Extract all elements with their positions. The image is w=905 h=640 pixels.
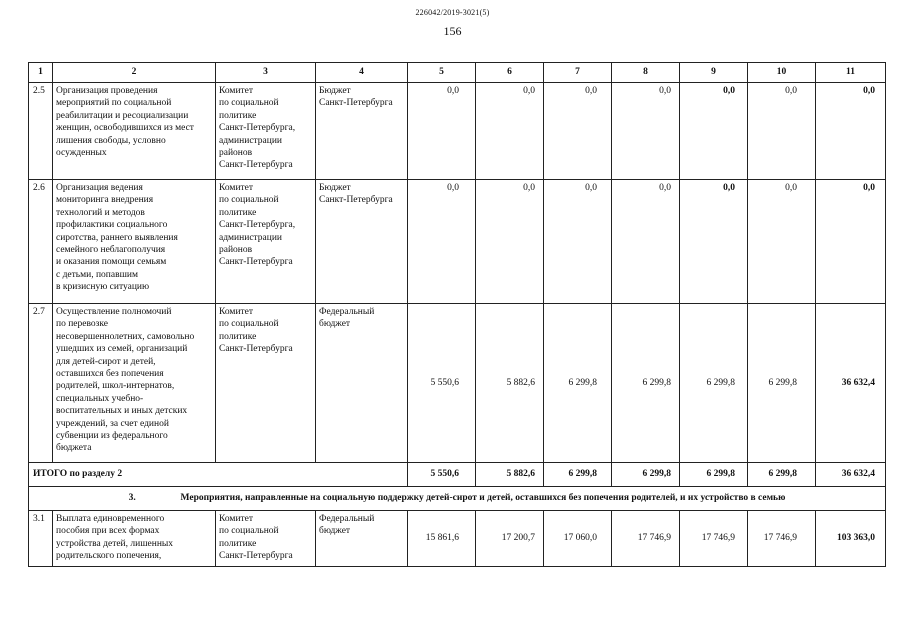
value-cell: 6 299,8 [544, 304, 612, 463]
text-line: для детей-сирот и детей, [56, 356, 156, 367]
text-line: Осуществление полномочий [56, 307, 172, 317]
header-cell: 1 [29, 63, 53, 83]
value-cell: 17 060,0 [544, 511, 612, 567]
text-line: устройства детей, лишенных [56, 538, 174, 549]
value-cell: 5 882,6 [476, 463, 544, 487]
text-line: администрации [219, 135, 283, 146]
value-cell: 17 746,9 [680, 511, 748, 567]
header-cell: 5 [408, 63, 476, 83]
total-value-cell: 36 632,4 [816, 304, 886, 463]
total-value-cell: 0,0 [816, 83, 886, 180]
text-line: реабилитации и ресоциализации [56, 110, 189, 121]
text-line: родительского попечения, [56, 551, 162, 562]
text-line: Санкт-Петербурга [219, 160, 293, 171]
value-cell: 17 200,7 [476, 511, 544, 567]
text-line: Федеральный [319, 307, 375, 317]
text-line: родителей, школ-интернатов, [56, 381, 175, 392]
value-cell: 0,0 [680, 83, 748, 180]
value-cell: 6 299,8 [612, 304, 680, 463]
value-cell: 0,0 [612, 180, 680, 304]
value-cell: 6 299,8 [544, 463, 612, 487]
text-line: по социальной [219, 195, 279, 206]
header-cell: 6 [476, 63, 544, 83]
document-id: 226042/2019-3021(5) [415, 8, 490, 17]
text-line: Федеральный [319, 514, 375, 524]
header-cell: 9 [680, 63, 748, 83]
text-line: мероприятий по социальной [56, 98, 172, 109]
text-line: Санкт-Петербурга [219, 257, 293, 268]
text-line: бюджет [319, 526, 351, 537]
header-cell: 2 [53, 63, 216, 83]
text-line: ушедших из семей, организаций [56, 344, 188, 355]
value-cell: 0,0 [408, 83, 476, 180]
funding-source [316, 180, 408, 304]
activity-name [53, 511, 216, 567]
text-line: осужденных [56, 148, 107, 159]
table-row [29, 83, 886, 180]
funding-source [316, 304, 408, 463]
text-line: несовершеннолетних, самовольно [56, 331, 195, 342]
value-cell: 15 861,6 [408, 511, 476, 567]
text-line: специальных учебно- [56, 393, 144, 404]
value-cell: 0,0 [612, 83, 680, 180]
text-line: Санкт-Петербурга [319, 98, 393, 109]
header-cell: 11 [816, 63, 886, 83]
value-cell: 5 550,6 [408, 463, 476, 487]
row-index: 2.6 [29, 180, 53, 304]
header-cell: 4 [316, 63, 408, 83]
text-line: воспитательных и иных детских [56, 406, 188, 417]
row-index: 2.7 [29, 304, 53, 463]
value-cell: 6 299,8 [680, 463, 748, 487]
row-index: 3.1 [29, 511, 53, 567]
executor [216, 304, 316, 463]
total-value-cell: 0,0 [816, 180, 886, 304]
executor [216, 83, 316, 180]
text-line: Бюджет [319, 86, 351, 96]
text-line: Выплата единовременного [56, 514, 165, 524]
value-cell: 0,0 [748, 83, 816, 180]
text-line: Санкт-Петербурга [219, 344, 293, 355]
text-line: лишения свободы, условно [56, 135, 166, 146]
value-cell: 6 299,8 [612, 463, 680, 487]
section-text: Мероприятия, направленные на социальную поддержку детей-сирот и детей, оставшихся без попечения родителей, и их устройство в семью [180, 493, 786, 504]
page-number: 156 [443, 24, 462, 38]
value-cell: 5 550,6 [408, 304, 476, 463]
text-line: бюджет [319, 319, 351, 330]
activity-name [53, 180, 216, 304]
value-cell: 0,0 [476, 180, 544, 304]
text-line: по социальной [219, 526, 279, 537]
row-index: 2.5 [29, 83, 53, 180]
value-cell: 17 746,9 [748, 511, 816, 567]
header-cell: 3 [216, 63, 316, 83]
section-header-row [29, 487, 886, 511]
text-line: Санкт-Петербурга, [219, 220, 296, 231]
text-line: Комитет [219, 183, 254, 193]
executor [216, 180, 316, 304]
text-line: семейного неблагополучия [56, 245, 166, 256]
text-line: политике [219, 538, 257, 549]
section-number: 3. [128, 493, 136, 504]
text-line: Комитет [219, 514, 254, 524]
text-line: Комитет [219, 307, 254, 317]
total-value-cell: 103 363,0 [816, 511, 886, 567]
text-line: Организация проведения [56, 86, 158, 96]
text-line: администрации [219, 232, 283, 243]
text-line: бюджета [56, 443, 92, 454]
funding-source [316, 511, 408, 567]
value-cell: 6 299,8 [680, 304, 748, 463]
text-line: оставшихся без попечения [56, 369, 164, 380]
text-line: Санкт-Петербурга [219, 551, 293, 562]
total-row [29, 463, 886, 487]
value-cell: 0,0 [748, 180, 816, 304]
executor [216, 511, 316, 567]
value-cell: 0,0 [476, 83, 544, 180]
header-cell: 8 [612, 63, 680, 83]
table-row [29, 511, 886, 567]
value-cell: 5 882,6 [476, 304, 544, 463]
value-cell: 0,0 [680, 180, 748, 304]
section-title [29, 487, 886, 511]
text-line: субвенции из федерального [56, 431, 168, 442]
text-line: Организация ведения [56, 183, 143, 193]
text-line: политике [219, 110, 257, 121]
text-line: политике [219, 207, 257, 218]
header-cell: 10 [748, 63, 816, 83]
text-line: пособия при всех формах [56, 526, 160, 537]
text-line: женщин, освободившихся из мест [56, 123, 194, 134]
funding-source [316, 83, 408, 180]
value-cell: 6 299,8 [748, 463, 816, 487]
text-line: Санкт-Петербурга [319, 195, 393, 206]
header-cell: 7 [544, 63, 612, 83]
text-line: профилактики социального [56, 220, 168, 231]
total-label: ИТОГО по разделу 2 [29, 463, 408, 487]
text-line: по социальной [219, 319, 279, 330]
total-value-cell: 36 632,4 [816, 463, 886, 487]
text-line: районов [219, 245, 253, 256]
text-line: по социальной [219, 98, 279, 109]
text-line: Санкт-Петербурга, [219, 123, 296, 134]
text-line: политике [219, 331, 257, 342]
value-cell: 17 746,9 [612, 511, 680, 567]
budget-table [28, 62, 886, 567]
table-row [29, 180, 886, 304]
text-line: в кризисную ситуацию [56, 282, 150, 293]
activity-name [53, 304, 216, 463]
text-line: сиротства, раннего выявления [56, 232, 178, 243]
text-line: Бюджет [319, 183, 351, 193]
value-cell: 0,0 [544, 83, 612, 180]
value-cell: 6 299,8 [748, 304, 816, 463]
text-line: технологий и методов [56, 207, 145, 218]
activity-name [53, 83, 216, 180]
text-line: по перевозке [56, 319, 108, 330]
text-line: с детьми, попавшим [56, 269, 139, 280]
text-line: Комитет [219, 86, 254, 96]
value-cell: 0,0 [408, 180, 476, 304]
table-row [29, 304, 886, 463]
text-line: мониторинга внедрения [56, 195, 154, 206]
text-line: учреждений, за счет единой [56, 418, 169, 429]
header-row [29, 63, 886, 83]
value-cell: 0,0 [544, 180, 612, 304]
text-line: районов [219, 148, 253, 159]
text-line: и оказания помощи семьям [56, 257, 167, 268]
